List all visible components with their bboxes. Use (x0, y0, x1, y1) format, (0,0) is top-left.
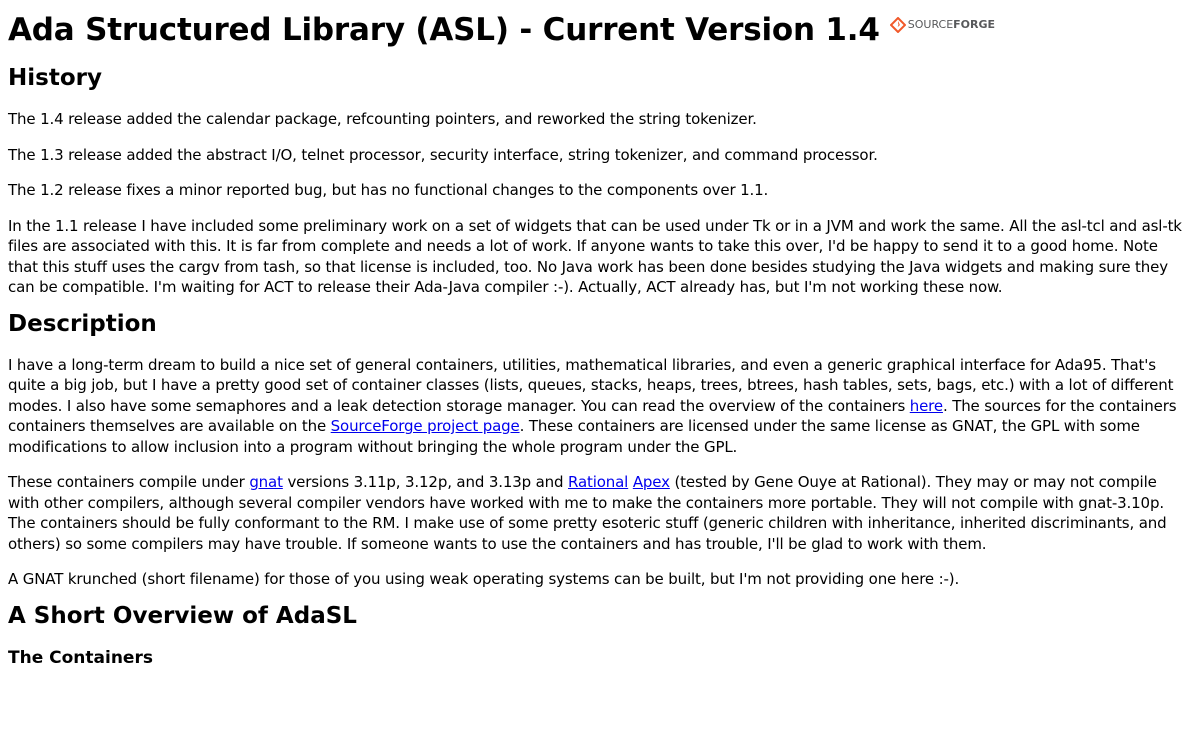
history-heading: History (8, 65, 102, 91)
description-paragraph (8, 472, 1192, 554)
history-paragraph: The 1.4 release added the calendar package, refcounting pointers, and reworked the string tokenizer. (8, 110, 757, 128)
sourceforge-diamond-icon (890, 17, 906, 33)
page-title-text: Ada Structured Library (ASL) - Current Version 1.4 (8, 12, 880, 48)
sourceforge-logo-forge: FORGE (953, 18, 996, 31)
description-paragraph (8, 355, 1192, 458)
gnat-link[interactable]: gnat (249, 473, 283, 491)
containers-subheading: The Containers (8, 647, 153, 668)
rational-link[interactable]: Rational (568, 473, 629, 491)
overview-heading: A Short Overview of AdaSL (8, 602, 357, 629)
text-run: These containers compile under (8, 473, 250, 491)
page (0, 8, 1200, 670)
text-run: I have a long-term dream to build a nice set of general containers, utilities, mathematical libraries, and even a generic graphical interface for Ada95. That's quite a big job, but I have a pretty good set of container classes (lists, queues, stacks, heaps, trees, btrees, hash tables, sets, bags, etc.) with a lot of different modes. I also have some semaphores and a leak detection storage manager. You can read the overview of the containers (8, 355, 1174, 415)
description-paragraph: A GNAT krunched (short filename) for those of you using weak operating systems can be built, but I'm not providing one here :-). (8, 570, 960, 588)
text-run: . These containers are licensed under the same license as GNAT, the GPL with some modifications to allow inclusion into a program without bringing the whole program under the GPL. (8, 417, 1140, 456)
page-title (8, 8, 1192, 52)
text-run: . The sources for the containers containers themselves are available on the (8, 396, 1177, 435)
sourceforge-logo-source: SOURCE (907, 18, 954, 31)
text-run: (tested by Gene Ouye at Rational). They may or may not compile with other compilers, although several compiler vendors have worked with me to make the containers more portable. They will not compile with gnat-3.10p. The containers should be fully conformant to the RM. I make use of some pretty esoteric stuff (generic children with inheritance, inherited discriminants, and others) so some compilers may have trouble. If someone wants to use the containers and has trouble, I'll be glad to work with them. (8, 473, 1167, 553)
history-paragraph: The 1.3 release added the abstract I/O, telnet processor, security interface, string tokenizer, and command processor. (8, 145, 878, 164)
description-heading: Description (8, 310, 157, 337)
sourceforge-logo[interactable] (890, 16, 995, 34)
overview-here-link[interactable]: here (909, 396, 943, 415)
apex-link[interactable]: Apex (632, 473, 670, 491)
history-paragraph: The 1.2 release fixes a minor reported bug, but has no functional changes to the components over 1.1. (8, 181, 769, 199)
history-paragraph: In the 1.1 release I have included some preliminary work on a set of widgets that can be used under Tk or in a JVM and work the same. All the asl-tcl and asl-tk files are associated with this. It is far from complete and needs a lot of work. If anyone wants to take this over, I'd be happy to send it to a good home. Note that this stuff uses the cargv from tash, so that license is included, too. No Java work has been done besides studying the Java widgets and making sure they can be compatible. I'm waiting for ACT to release their Ada-Java compiler :-). Actually, ACT already has, but I'm not working these now. (8, 216, 1182, 296)
text-run: versions 3.11p, 3.12p, and 3.13p and (282, 473, 568, 491)
sourceforge-project-page-link[interactable]: SourceForge project page (330, 417, 520, 435)
